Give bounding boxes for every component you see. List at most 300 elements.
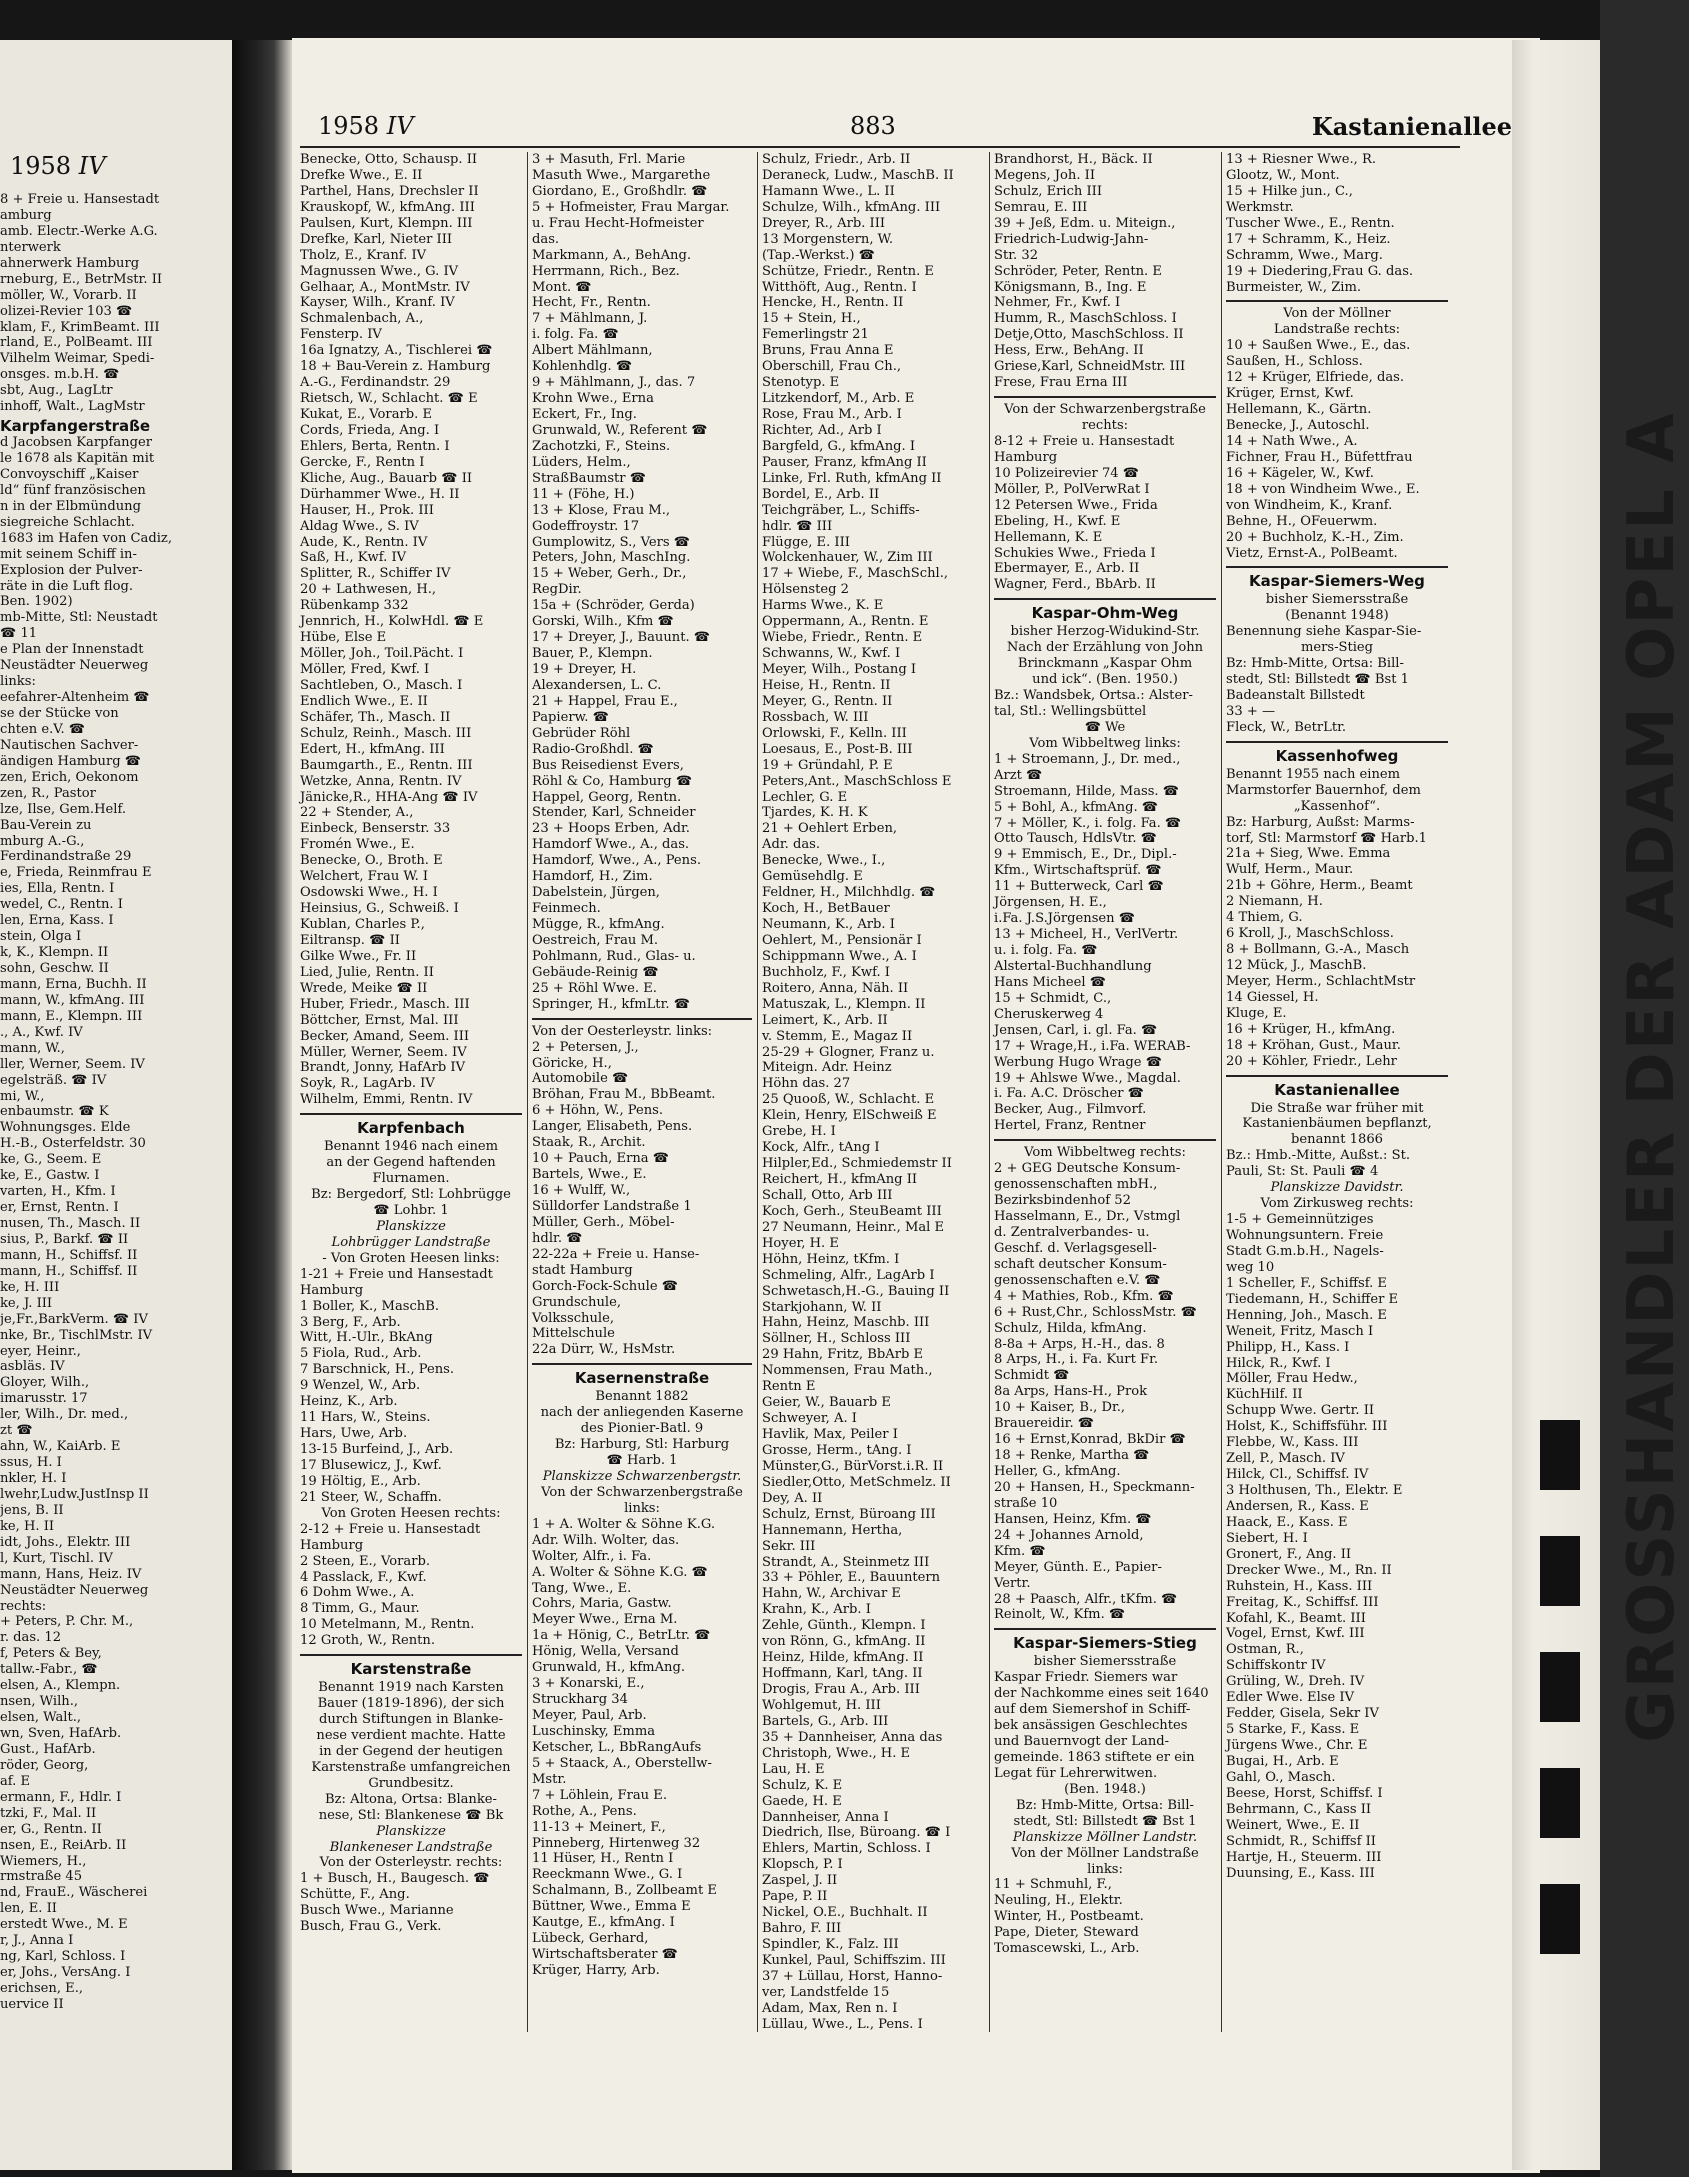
directory-entry: mann, W., kfmAng. III: [0, 992, 145, 1008]
directory-entry: Zachotzki, F., Steins.: [532, 438, 671, 454]
directory-entry: Mont. ☎: [532, 279, 592, 295]
directory-entry: Hencke, H., Rentn. II: [762, 295, 904, 311]
directory-entry: Möller, Fred, Kwf. I: [300, 662, 430, 677]
directory-entry: genossenschaften mbH.,: [994, 1177, 1158, 1193]
directory-entry: 5 + Bohl, A., kfmAng. ☎: [994, 799, 1159, 815]
directory-entry: Loesaus, E., Post-B. III: [762, 741, 913, 757]
directory-entry: 7 + Mählmann, J.: [532, 311, 648, 327]
directory-entry: e Plan der Innenstadt: [0, 642, 144, 658]
directory-entry: Giordano, E., Großhdlr. ☎: [532, 183, 708, 199]
directory-entry: Albert Mählmann,: [532, 343, 653, 359]
directory-entry: Wulf, Herm., Maur.: [1226, 862, 1354, 878]
directory-entry: 39 + Jeß, Edm. u. Miteign.,: [994, 215, 1176, 231]
directory-entry: 18 + Bau-Verein z. Hamburg: [300, 359, 491, 375]
directory-entry: Müller, Gerh., Möbel-: [532, 1214, 675, 1230]
previous-page-year: 1958: [10, 152, 72, 180]
street-note: durch Stiftungen in Blanke-: [318, 1712, 504, 1728]
directory-entry: varten, H., Kfm. I: [0, 1184, 116, 1200]
directory-entry: Duunsing, E., Kass. III: [1226, 1865, 1375, 1881]
directory-entry: ke, J. III: [0, 1295, 53, 1311]
directory-entry: 8a Arps, Hans-H., Prok: [994, 1384, 1148, 1400]
directory-entry: rneburg, E., BetrMstr. II: [0, 271, 163, 287]
directory-entry: Reeckmann Wwe., G. I: [532, 1867, 683, 1883]
section-rule: [1226, 300, 1448, 302]
directory-entry: Heise, H., Rentn. II: [762, 677, 891, 693]
directory-entry: Benannt 1955 nach einem: [1226, 766, 1401, 782]
column-divider: [1221, 152, 1222, 2032]
directory-entry: Bau-Verein zu: [0, 817, 92, 833]
directory-entry: Schukies Wwe., Frieda I: [994, 545, 1156, 561]
directory-entry: das.: [532, 231, 560, 247]
street-note: ☎ Harb. 1: [606, 1453, 678, 1469]
directory-entry: ahn, W., KaiArb. E: [0, 1439, 121, 1455]
directory-entry: Hertel, Franz, Rentner: [994, 1118, 1146, 1134]
directory-entry: ändigen Hamburg ☎: [0, 753, 142, 769]
directory-entry: Wiebe, Friedr., Rentn. E: [762, 630, 923, 646]
directory-entry: 4 Passlack, F., Kwf.: [300, 1569, 427, 1585]
section-rule: [300, 1654, 522, 1656]
directory-entry: Benecke, Wwe., I.,: [762, 853, 886, 869]
directory-entry: Springer, H., kfmLtr. ☎: [532, 996, 691, 1012]
directory-entry: Matuszak, L., Klempn. II: [762, 996, 926, 1012]
directory-entry: Cheruskerweg 4: [994, 1006, 1104, 1022]
directory-entry: er, G., Rentn. II: [0, 1821, 102, 1837]
directory-entry: Eckert, Fr., Ing.: [532, 407, 637, 422]
directory-entry: Weinert, Wwe., E. II: [1226, 1817, 1360, 1833]
directory-entry: 17 + Schramm, K., Heiz.: [1226, 231, 1391, 247]
section-rule: [994, 1139, 1216, 1141]
directory-entry: Busch, Frau G., Verk.: [300, 1919, 442, 1935]
directory-entry: Bartels, G., Arb. III: [762, 1713, 889, 1729]
directory-entry: Gilke Wwe., Fr. II: [300, 948, 417, 964]
directory-entry: rland, E., PolBeamt. III: [0, 335, 153, 351]
directory-entry: amb. Electr.-Werke A.G.: [0, 223, 158, 239]
street-note: bisher Siemersstraße: [1033, 1654, 1177, 1670]
directory-entry: 35 + Dannheiser, Anna das: [762, 1729, 943, 1745]
directory-entry: zen, R., Pastor: [0, 785, 96, 801]
street-note: Karstenstraße umfangreichen: [311, 1759, 511, 1775]
spine-text: GROSSHANDLER DER ADAM OPEL A: [1615, 411, 1689, 1743]
column-2: [532, 152, 752, 1979]
directory-entry: Wiemers, H.,: [0, 1853, 87, 1869]
street-note: Bz: Bergedorf, Stl: Lohbrügge: [311, 1187, 511, 1203]
directory-entry: 10 Metelmann, M., Rentn.: [300, 1617, 475, 1633]
directory-entry: 19 + Dreyer, H.: [532, 662, 637, 677]
directory-entry: Siedler,Otto, MetSchmelz. II: [762, 1474, 951, 1490]
directory-entry: Schweyer, A. I: [762, 1411, 857, 1427]
section-rule: [1226, 566, 1448, 568]
directory-entry: 17 Blusewicz, J., Kwf.: [300, 1457, 442, 1473]
directory-entry: Bordel, E., Arb. II: [762, 486, 880, 502]
directory-entry: Schwetasch,H.-G., Bauing II: [762, 1283, 950, 1299]
directory-entry: 19 + Ahlswe Wwe., Magdal.: [994, 1070, 1181, 1086]
directory-entry: schaft deutscher Konsum-: [994, 1256, 1167, 1272]
directory-entry: Klein, Henry, ElSchweiß E: [762, 1108, 937, 1124]
directory-entry: wedel, C., Rentn. I: [0, 897, 123, 913]
section-rule: [532, 1018, 752, 1020]
directory-entry: Vilhelm Weimar, Spedi-: [0, 351, 155, 367]
directory-entry: Pauli, St: St. Pauli ☎ 4: [1226, 1164, 1379, 1180]
directory-entry: Rothe, A., Pens.: [532, 1803, 637, 1819]
directory-entry: Schmalenbach, A.,: [300, 311, 424, 327]
directory-entry: Neustädter Neuerweg: [0, 1582, 149, 1598]
directory-entry: i. folg. Fa. ☎: [532, 327, 619, 343]
directory-entry: 1-21 + Freie und Hansestadt: [300, 1266, 493, 1282]
directory-entry: stadt Hamburg: [532, 1262, 633, 1278]
directory-entry: Richter, Ad., Arb I: [762, 422, 882, 438]
directory-entry: mann, Hans, Heiz. IV: [0, 1566, 142, 1582]
directory-entry: 3 Berg, F., Arb.: [300, 1314, 401, 1330]
directory-entry: Havlik, Max, Peiler I: [762, 1427, 898, 1442]
directory-entry: Str. 32: [994, 247, 1039, 263]
directory-entry: Wetzke, Anna, Rentn. IV: [300, 773, 462, 789]
directory-entry: StraßBaumstr ☎: [532, 470, 647, 486]
directory-entry: 4 Thiem, G.: [1226, 910, 1303, 926]
directory-entry: enbaumstr. ☎ K: [0, 1104, 109, 1120]
directory-entry: u. i. folg. Fa. ☎: [994, 943, 1098, 959]
directory-entry: siegreiche Schlacht.: [0, 514, 135, 530]
street-note: Planskizze: [376, 1823, 446, 1839]
directory-entry: Höhn, Heinz, tKfm. I: [762, 1251, 900, 1267]
street-note: Bz: Hmb-Mitte, Ortsa: Bill-: [1016, 1797, 1194, 1813]
directory-entry: mburg A.-G.,: [0, 833, 85, 849]
directory-entry: n in der Elbmündung: [0, 498, 141, 514]
directory-entry: len, E. II: [0, 1901, 57, 1917]
directory-entry: möller, W., Vorarb. II: [0, 287, 137, 303]
directory-entry: 18 + Renke, Martha ☎: [994, 1448, 1150, 1464]
previous-page: [0, 40, 232, 2170]
directory-entry: 11 + Schmuhl, F.,: [994, 1877, 1112, 1893]
directory-entry: Bz.: Wandsbek, Ortsa.: Alster-: [994, 688, 1193, 704]
directory-entry: ahnerwerk Hamburg: [0, 255, 140, 271]
directory-entry: 15 + Schmidt, C.,: [994, 990, 1112, 1006]
directory-entry: Pohlmann, Rud., Glas- u.: [532, 948, 696, 964]
directory-entry: jens, B. II: [0, 1502, 64, 1518]
directory-entry: Diedrich, Ilse, Büroang. ☎ I: [762, 1825, 951, 1841]
directory-entry: 20 + Hansen, H., Speckmann-: [994, 1479, 1195, 1495]
directory-entry: Buchholz, F., Kwf. I: [762, 964, 890, 980]
directory-entry: Kofahl, K., Beamt. III: [1226, 1610, 1366, 1626]
directory-entry: Drefke, Karl, Nieter III: [300, 231, 453, 247]
directory-entry: 13-15 Burfeind, J., Arb.: [300, 1442, 454, 1458]
directory-entry: Hamburg: [300, 1282, 364, 1298]
directory-entry: 12 Petersen Wwe., Frida: [994, 497, 1158, 513]
directory-entry: Gercke, F., Rentn I: [300, 454, 425, 470]
previous-page-header: [10, 152, 106, 180]
directory-entry: Hilck, Cl., Schiffsf. IV: [1226, 1467, 1369, 1483]
directory-entry: wn, Sven, HafArb.: [0, 1726, 122, 1742]
directory-entry: Marmstorfer Bauernhof, dem: [1226, 782, 1421, 798]
directory-entry: Schulz, Reinh., Masch. III: [300, 725, 472, 741]
directory-entry: ke, H. II: [0, 1518, 55, 1534]
directory-entry: Pape, Dieter, Steward: [994, 1925, 1139, 1941]
directory-entry: Herrmann, Rich., Bez.: [532, 263, 680, 279]
directory-entry: Masuth Wwe., Margarethe: [532, 167, 711, 183]
directory-entry: mann, H., Schiffsf. II: [0, 1263, 138, 1279]
directory-entry: 11-13 + Meinert, F.,: [532, 1819, 666, 1835]
directory-entry: 8 Timm, G., Maur.: [300, 1601, 420, 1617]
directory-entry: Gahl, O., Masch.: [1226, 1769, 1336, 1785]
column-divider: [757, 152, 758, 2032]
directory-entry: 3 Holthusen, Th., Elektr. E: [1226, 1483, 1403, 1499]
directory-entry: ller, Werner, Seem. IV: [0, 1056, 145, 1072]
directory-entry: 10 + Pauch, Erna ☎: [532, 1151, 670, 1167]
directory-entry: 22 + Stender, A.,: [300, 805, 414, 821]
directory-entry: Hauser, H., Prok. III: [300, 502, 434, 518]
directory-entry: Möller, Frau Hedw.,: [1226, 1371, 1358, 1387]
directory-entry: mit seinem Schiff in-: [0, 546, 137, 562]
directory-entry: Fleck, W., BetrLtr.: [1226, 719, 1347, 735]
directory-entry: Schmidt ☎: [994, 1368, 1070, 1384]
directory-entry: Oppermann, A., Rentn. E: [762, 614, 929, 630]
directory-entry: Gorch-Fock-Schule ☎: [532, 1278, 679, 1294]
directory-entry: 16 + Krüger, H., kfmAng.: [1226, 1021, 1396, 1037]
directory-entry: Meyer, Herm., SchlachtMstr: [1226, 973, 1416, 989]
street-note: Lohbrügger Landstraße: [331, 1234, 491, 1250]
directory-entry: 15 + Hilke jun., C.,: [1226, 183, 1353, 199]
directory-entry: Dannheiser, Anna I: [762, 1809, 889, 1825]
directory-entry: Happel, Georg, Rentn.: [532, 789, 682, 805]
street-note: Planskizze Schwarzenbergstr.: [542, 1468, 742, 1484]
directory-entry: 11 Hars, W., Steins.: [300, 1410, 431, 1426]
directory-entry: le 1678 als Kapitän mit: [0, 451, 155, 467]
directory-entry: Griese,Karl, SchneidMstr. III: [994, 359, 1186, 375]
directory-entry: Hönig, Wella, Versand: [532, 1644, 679, 1660]
directory-entry: Bargfeld, G., kfmAng. I: [762, 438, 916, 454]
directory-entry: Hamann Wwe., L. II: [762, 183, 895, 199]
directory-entry: ld“ fünf französischen: [0, 482, 146, 498]
directory-entry: er, Ernst, Rentn. I: [0, 1200, 119, 1216]
column-5: [1226, 152, 1448, 1881]
street-note: (Ben. 1948.): [1064, 1781, 1146, 1797]
directory-entry: Meyer, Wilh., Postang I: [762, 662, 917, 677]
street-note: Bz: Harburg, Stl: Harburg: [554, 1437, 730, 1453]
directory-entry: Wolckenhauer, W., Zim III: [762, 550, 933, 566]
directory-entry: Gelhaar, A., MontMstr. IV: [300, 279, 470, 295]
directory-entry: bek ansässigen Geschlechtes: [994, 1718, 1188, 1734]
directory-entry: Fichner, Frau H., Büfettfrau: [1226, 449, 1413, 465]
directory-entry: Mstr.: [532, 1771, 567, 1787]
directory-entry: Brauereidir. ☎: [994, 1416, 1095, 1432]
page-number: 883: [850, 112, 896, 140]
directory-entry: Pape, P. II: [762, 1889, 828, 1905]
directory-entry: 3 + Konarski, E.,: [532, 1676, 645, 1692]
directory-entry: stedt, Stl: Billstedt ☎ Bst 1: [1226, 672, 1409, 688]
directory-entry: Lüders, Helm.,: [532, 454, 631, 470]
street-note: nese verdient machte. Hatte: [316, 1727, 506, 1743]
directory-entry: Papierw. ☎: [532, 709, 609, 725]
directory-entry: tallw.-Fabr., ☎: [0, 1662, 98, 1678]
directory-entry: 2-12 + Freie u. Hansestadt: [300, 1521, 481, 1537]
directory-entry: Kohlenhdlg. ☎: [532, 359, 633, 375]
directory-entry: eyer, Heinr.,: [0, 1343, 81, 1359]
header-rule: [300, 146, 1460, 148]
directory-entry: 37 + Lüllau, Horst, Hanno-: [762, 1968, 943, 1984]
directory-entry: 12 Mück, J., MaschB.: [1226, 958, 1367, 974]
directory-entry: nd, FrauE., Wäscherei: [0, 1885, 148, 1901]
directory-entry: 8 Arps, H., i. Fa. Kurt Fr.: [994, 1352, 1159, 1368]
directory-entry: inhoff, Walt., LagMstr: [0, 399, 145, 415]
street-note: Planskizze Davidstr.: [1270, 1180, 1404, 1196]
directory-entry: chten e.V. ☎: [0, 721, 86, 737]
directory-entry: sius, P., Barkf. ☎ II: [0, 1231, 129, 1247]
directory-entry: Gust., HafArb.: [0, 1741, 96, 1757]
directory-entry: Brandhorst, H., Bäck. II: [994, 152, 1153, 167]
section-rule: [1226, 1075, 1448, 1077]
street-note: stedt, Stl: Billstedt ☎ Bst 1: [1013, 1813, 1197, 1829]
directory-entry: Alexandersen, L. C.: [532, 677, 662, 693]
directory-entry: Staak, R., Archit.: [532, 1135, 646, 1151]
directory-entry: 15a + (Schröder, Gerda): [532, 598, 695, 614]
column-1: [300, 152, 522, 1935]
directory-entry: Becker, Amand, Seem. III: [300, 1028, 470, 1044]
directory-entry: Königsmann, B., Ing. E: [994, 279, 1147, 295]
column-4: [994, 152, 1216, 1957]
directory-entry: Beese, Horst, Schiffsf. I: [1226, 1785, 1383, 1801]
directory-entry: Kublan, Charles P.,: [300, 917, 425, 932]
directory-entry: Hoffmann, Karl, tAng. II: [762, 1666, 923, 1682]
directory-entry: Schall, Otto, Arb III: [762, 1187, 893, 1203]
directory-entry: Jörgensen, H. E.,: [994, 895, 1107, 911]
directory-entry: ., A., Kwf. IV: [0, 1024, 83, 1040]
directory-entry: Gebrüder Röhl: [532, 725, 631, 741]
directory-entry: Ketscher, L., BbRangAufs: [532, 1739, 702, 1755]
directory-entry: je,Fr.,BarkVerm. ☎ IV: [0, 1311, 148, 1327]
directory-entry: Schütte, F., Ang.: [300, 1887, 410, 1903]
directory-entry: olizei-Revier 103 ☎: [0, 303, 133, 319]
directory-entry: Geier, W., Bauarb E: [762, 1395, 891, 1411]
directory-entry: Stadt G.m.b.H., Nagels-: [1226, 1243, 1384, 1259]
directory-entry: Schröder, Peter, Rentn. E: [994, 263, 1162, 279]
directory-entry: Becker, Aug., Filmvorf.: [994, 1102, 1147, 1118]
directory-entry: 7 Barschnick, H., Pens.: [300, 1362, 455, 1378]
directory-entry: Kukat, E., Vorarb. E: [300, 407, 433, 422]
directory-entry: Hölsensteg 2: [762, 582, 849, 598]
directory-entry: 22a Dürr, W., HsMstr.: [532, 1342, 676, 1358]
directory-entry: röder, Georg,: [0, 1757, 89, 1773]
directory-entry: Jennrich, H., KolwHdl. ☎ E: [300, 614, 484, 630]
directory-entry: Detje,Otto, MaschSchloss. II: [994, 327, 1184, 343]
directory-entry: Schramm, Wwe., Marg.: [1226, 247, 1383, 263]
directory-entry: Splitter, R., Schiffer IV: [300, 566, 451, 582]
directory-entry: Pinneberg, Hirtenweg 32: [532, 1835, 701, 1851]
directory-entry: Pauser, Franz, kfmAng II: [762, 454, 927, 470]
directory-entry: Böttcher, Ernst, Mal. III: [300, 1012, 459, 1028]
street-note: bisher Siemersstraße: [1265, 592, 1409, 608]
directory-entry: ler, Wilh., Dr. med.,: [0, 1407, 129, 1423]
directory-entry: Bartels, Wwe., E.: [532, 1167, 647, 1183]
directory-entry: Rentn E: [762, 1379, 816, 1395]
directory-entry: 2 + Petersen, J.,: [532, 1039, 639, 1055]
header-year: 1958: [318, 112, 380, 140]
directory-entry: 5 Fiola, Rud., Arb.: [300, 1346, 422, 1362]
directory-entry: Sülldorfer Landstraße 1: [532, 1198, 692, 1214]
directory-entry: Ehlers, Berta, Rentn. I: [300, 438, 450, 454]
directory-entry: Weneit, Fritz, Masch I: [1226, 1323, 1374, 1339]
directory-entry: 21b + Göhre, Herm., Beamt: [1226, 878, 1413, 894]
street-note: an der Gegend haftenden: [326, 1155, 496, 1171]
directory-entry: Schulz, K. E: [762, 1777, 843, 1793]
directory-entry: 28 + Paasch, Alfr., tKfm. ☎: [994, 1591, 1178, 1607]
directory-entry: Starkjohann, W. II: [762, 1299, 882, 1315]
directory-entry: Dey, A. II: [762, 1490, 823, 1506]
directory-entry: 15 + Stein, H.,: [762, 311, 861, 327]
directory-entry: Grunwald, H., kfmAng.: [532, 1660, 686, 1676]
directory-entry: 16a Ignatzy, A., Tischlerei ☎: [300, 343, 493, 359]
directory-entry: 11 + Butterweck, Carl ☎: [994, 879, 1164, 895]
book-gutter: [232, 40, 292, 2170]
directory-entry: zen, Erich, Oekonom: [0, 769, 139, 785]
directory-entry: 19 + Gründahl, P. E: [762, 757, 893, 773]
directory-entry: 9 + Mählmann, J., das. 7: [532, 375, 696, 391]
directory-entry: Von der Oesterleystr. links:: [532, 1023, 713, 1039]
directory-entry: Kayser, Wilh., Kranf. IV: [300, 295, 455, 311]
directory-entry: lwehr,Ludw.JustInsp II: [0, 1486, 149, 1502]
directory-entry: d. Zentralverbandes- u.: [994, 1224, 1150, 1240]
directory-entry: Rose, Frau M., Arb. I: [762, 407, 902, 422]
street-note: des Pionier-Batl. 9: [580, 1421, 704, 1437]
directory-entry: 10 + Kaiser, B., Dr.,: [994, 1400, 1126, 1416]
street-note: in der Gegend der heutigen: [319, 1743, 503, 1759]
directory-entry: mann, H., Schiffsf. II: [0, 1247, 138, 1263]
directory-entry: v. Stemm, E., Magaz II: [762, 1028, 913, 1044]
directory-entry: Zaspel, J. II: [762, 1873, 838, 1889]
street-note: Vom Zirkusweg rechts:: [1260, 1196, 1414, 1212]
directory-entry: Heinz, K., Arb.: [300, 1394, 398, 1410]
street-note: ☎ We: [1084, 719, 1126, 735]
directory-entry: d Jacobsen Karpfanger: [0, 435, 152, 451]
street-note: Die Straße war früher mit: [1250, 1100, 1424, 1116]
directory-entry: Explosion der Pulver-: [0, 562, 143, 578]
directory-entry: 1 + A. Wolter & Söhne K.G.: [532, 1516, 716, 1532]
directory-entry: Schmeling, Alfr., LagArb I: [762, 1267, 935, 1283]
directory-entry: Gorski, Wilh., Kfm ☎: [532, 614, 674, 630]
directory-entry: l, Kurt, Tischl. IV: [0, 1550, 113, 1566]
directory-entry: Gronert, F., Ang. II: [1226, 1546, 1352, 1562]
directory-entry: elsen, Walt.,: [0, 1710, 82, 1726]
directory-entry: 13 + Riesner Wwe., R.: [1226, 152, 1376, 167]
directory-entry: Möller, P., PolVerwRat I: [994, 481, 1150, 497]
directory-entry: erichsen, E.,: [0, 1981, 84, 1997]
directory-entry: Nehmer, Fr., Kwf. I: [994, 295, 1121, 311]
directory-entry: Flebbe, W., Kass. III: [1226, 1435, 1359, 1451]
directory-entry: Brandt, Jonny, HafArb IV: [300, 1060, 466, 1076]
directory-entry: Tomascewski, L., Arb.: [994, 1941, 1140, 1957]
directory-entry: 27 Neumann, Heinr., Mal E: [762, 1219, 945, 1235]
directory-entry: 1 + Busch, H., Baugesch. ☎: [300, 1871, 490, 1887]
directory-entry: amburg: [0, 207, 52, 223]
directory-entry: 1 + Stroemann, J., Dr. med.,: [994, 751, 1181, 767]
directory-entry: Adam, Max, Ren n. I: [762, 2000, 898, 2016]
directory-entry: von Rönn, G., kfmAng. II: [762, 1634, 926, 1650]
directory-entry: 22-22a + Freie u. Hanse-: [532, 1246, 700, 1262]
directory-entry: 20 + Lathwesen, H.,: [300, 582, 437, 598]
directory-entry: Hannemann, Hertha,: [762, 1522, 903, 1538]
directory-entry: 13 Morgenstern, W.: [762, 231, 894, 247]
directory-entry: 8 + Bollmann, G.-A., Masch: [1226, 942, 1410, 958]
directory-entry: sbt, Aug., LagLtr: [0, 383, 113, 399]
directory-entry: hdlr. ☎ III: [762, 518, 833, 534]
directory-entry: Tholz, E., Kranf. IV: [300, 247, 427, 263]
directory-entry: stein, Olga I: [0, 929, 82, 945]
directory-entry: Automobile ☎: [532, 1071, 629, 1087]
directory-entry: 4 + Mathies, Rob., Kfm. ☎: [994, 1288, 1174, 1304]
street-note: rechts:: [1081, 418, 1129, 433]
page-header-year: [318, 112, 414, 140]
directory-entry: Peters,Ant., MaschSchloss E: [762, 773, 952, 789]
directory-entry: 17 + Wrage,H., i.Fa. WERAB-: [994, 1038, 1191, 1054]
directory-entry: Legat für Lehrerwitwen.: [994, 1765, 1158, 1781]
